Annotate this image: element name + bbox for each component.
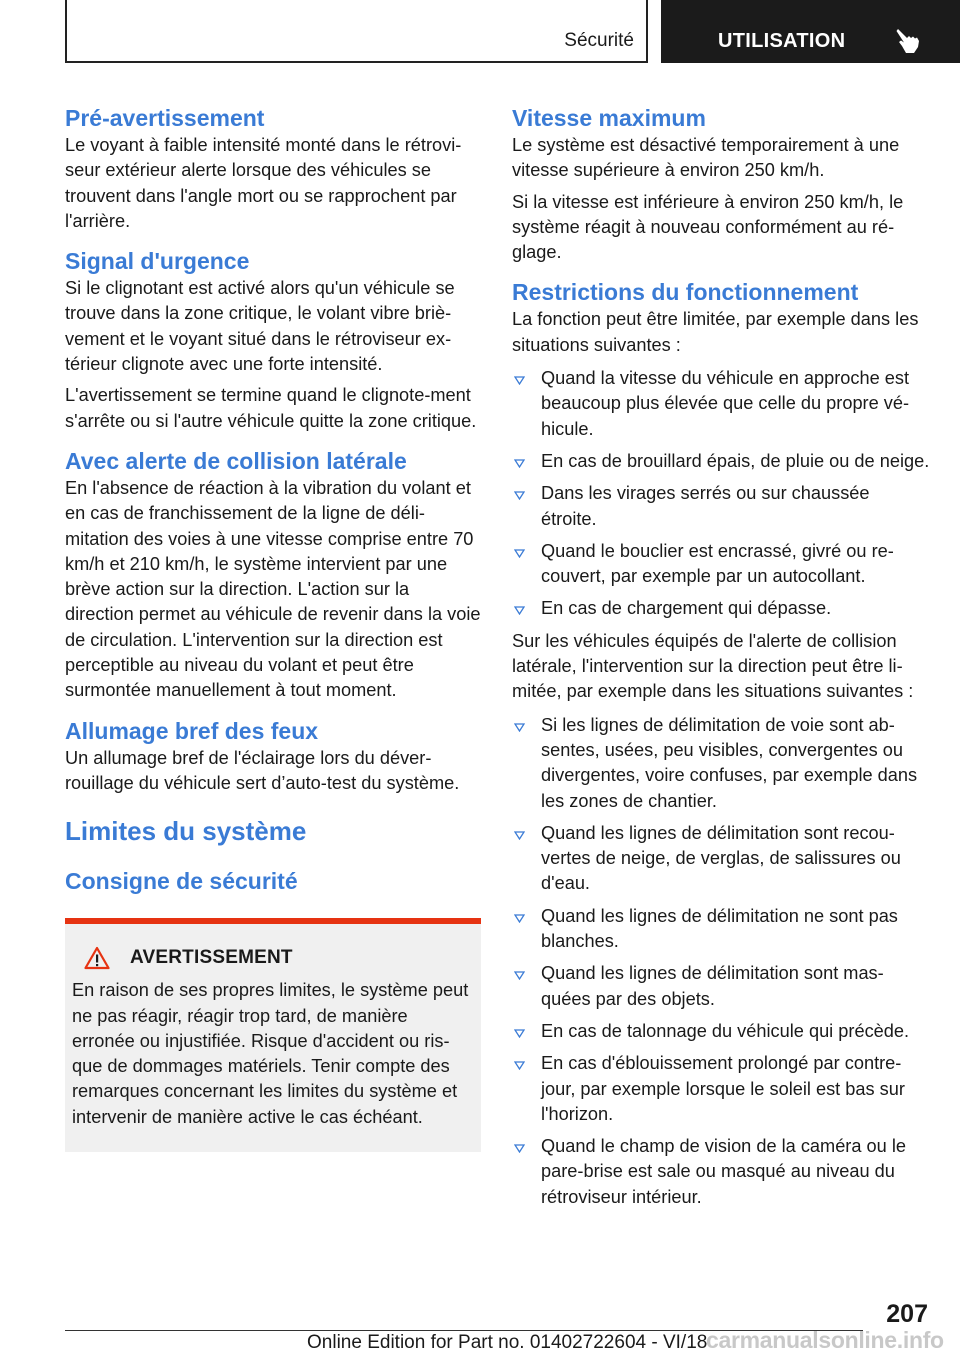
- heading-collision-laterale: Avec alerte de collision latérale: [65, 447, 407, 474]
- header-section-box: [65, 0, 648, 63]
- bullet-triangle-icon: [514, 914, 525, 923]
- text-vitesse-2: Si la vitesse est inférieure à environ 250 km/h, le système réagit à nouveau conformément au ré-glage.: [512, 191, 904, 263]
- heading-allumage-feux: Allumage bref des feux: [65, 717, 319, 744]
- text-signal-urgence-2: L'avertissement se termine quand le clignote-ment s'arrête ou si l'autre véhicule quitte la zone critique.: [65, 385, 477, 431]
- heading-restrictions: Restrictions du fonctionnement: [512, 279, 859, 306]
- footer-edition: Online Edition for Part no. 01402722604 - VI/18: [307, 1332, 708, 1353]
- list-item: En cas de chargement qui dépasse.: [512, 596, 930, 621]
- page-number: 207: [886, 1300, 928, 1328]
- bullet-triangle-icon: [514, 1061, 525, 1070]
- warning-triangle-icon: [84, 946, 110, 970]
- collision-list: [512, 713, 930, 1210]
- bullet-triangle-icon: [514, 459, 525, 468]
- restrictions-list: [512, 366, 930, 622]
- header-chapter-title: UTILISATION: [718, 30, 846, 52]
- heading-consigne-securite: Consigne de sécurité: [65, 868, 298, 895]
- bullet-triangle-icon: [514, 723, 525, 732]
- pointing-hand-icon: [895, 27, 921, 55]
- list-item: Quand les lignes de délimitation sont recou-vertes de neige, de verglas, de salissures ou d'eau.: [512, 821, 930, 897]
- bullet-triangle-icon: [514, 376, 525, 385]
- text-vitesse-1: Le système est désactivé temporairement à une vitesse supérieure à environ 250 km/h.: [512, 135, 900, 181]
- header-chapter-tab: [661, 0, 960, 63]
- left-column: [65, 103, 481, 1152]
- heading-pre-avertissement: Pré-avertissement: [65, 105, 265, 131]
- bullet-triangle-icon: [514, 606, 525, 615]
- right-column: [512, 103, 930, 1217]
- bullet-triangle-icon: [514, 549, 525, 558]
- bullet-triangle-icon: [514, 1144, 525, 1153]
- list-item: Quand les lignes de délimitation sont mas-quées par des objets.: [512, 961, 930, 1012]
- list-item: Si les lignes de délimitation de voie sont ab-sentes, usées, peu visibles, convergentes ou divergentes, voire confuses, par exemple dans les zones de chantier.: [512, 713, 930, 814]
- bullet-triangle-icon: [514, 831, 525, 840]
- list-item: Quand le champ de vision de la caméra ou le pare-brise est sale ou masqué au niveau du rétroviseur intérieur.: [512, 1134, 930, 1210]
- bullet-triangle-icon: [514, 491, 525, 500]
- text-allumage-feux: Un allumage bref de l'éclairage lors du déver-rouillage du véhicule sert d’auto-test du système.: [65, 747, 460, 793]
- warning-box: [65, 924, 481, 1152]
- heading-signal-urgence: Signal d'urgence: [65, 248, 250, 275]
- bullet-triangle-icon: [514, 1029, 525, 1038]
- text-signal-urgence-1: Si le clignotant est activé alors qu'un véhicule se trouve dans la zone critique, le volant vibre briè-vement et le voyant situé dans le rétroviseur ex-térieur clignote avec une forte intensité.: [65, 278, 455, 375]
- heading-limites-systeme: Limites du système: [65, 816, 307, 847]
- list-item: En cas de talonnage du véhicule qui précède.: [512, 1019, 930, 1044]
- list-item: En cas d'éblouissement prolongé par contre-jour, par exemple lorsque le soleil est bas sur l'horizon.: [512, 1051, 930, 1127]
- warning-title: AVERTISSEMENT: [130, 947, 293, 969]
- header-section-title: Sécurité: [564, 30, 634, 51]
- list-item: Quand la vitesse du véhicule en approche est beaucoup plus élevée que celle du propre vé-hicule.: [512, 366, 930, 442]
- list-item: En cas de brouillard épais, de pluie ou de neige.: [512, 449, 930, 474]
- bullet-triangle-icon: [514, 971, 525, 980]
- text-collision-laterale: En l'absence de réaction à la vibration du volant et en cas de franchissement de la ligne de déli-mitation des voies à une vitesse comprise entre 70 km/h et 210 km/h, le système intervient par une brève action sur la direction. L'action sur la direction permet au véhicule de revenir dans la voie de circulation. L'intervention sur la direction est perceptible au niveau du volant et peut être surmontée manuellement à tout moment.: [65, 477, 481, 701]
- heading-vitesse-maximum: Vitesse maximum: [512, 105, 706, 131]
- list-item: Dans les virages serrés ou sur chaussée étroite.: [512, 481, 930, 532]
- text-restrictions-intro: La fonction peut être limitée, par exemple dans les situations suivantes :: [512, 309, 919, 355]
- footer-watermark: carmanualsonline.info: [706, 1327, 944, 1353]
- text-collision-intro: Sur les véhicules équipés de l'alerte de collision latérale, l'intervention sur la direction peut être li-mitée, par exemple dans les situations suivantes :: [512, 630, 914, 702]
- warning-text: En raison de ses propres limites, le système peut ne pas réagir, réagir trop tard, de manière erronée ou injustifiée. Risque d'accident ou ris-que de dommages matériels. Tenir compte des remarques concernant les limites du système et intervenir de manière active le cas échéant.: [72, 980, 469, 1127]
- list-item: Quand le bouclier est encrassé, givré ou re-couvert, par exemple par un autocollant.: [512, 539, 930, 590]
- text-pre-avertissement: Le voyant à faible intensité monté dans le rétrovi-seur extérieur alerte lorsque des véhicules se trouvent dans l'angle mort ou se rapprochent par l'arrière.: [65, 135, 462, 231]
- list-item: Quand les lignes de délimitation ne sont pas blanches.: [512, 904, 930, 955]
